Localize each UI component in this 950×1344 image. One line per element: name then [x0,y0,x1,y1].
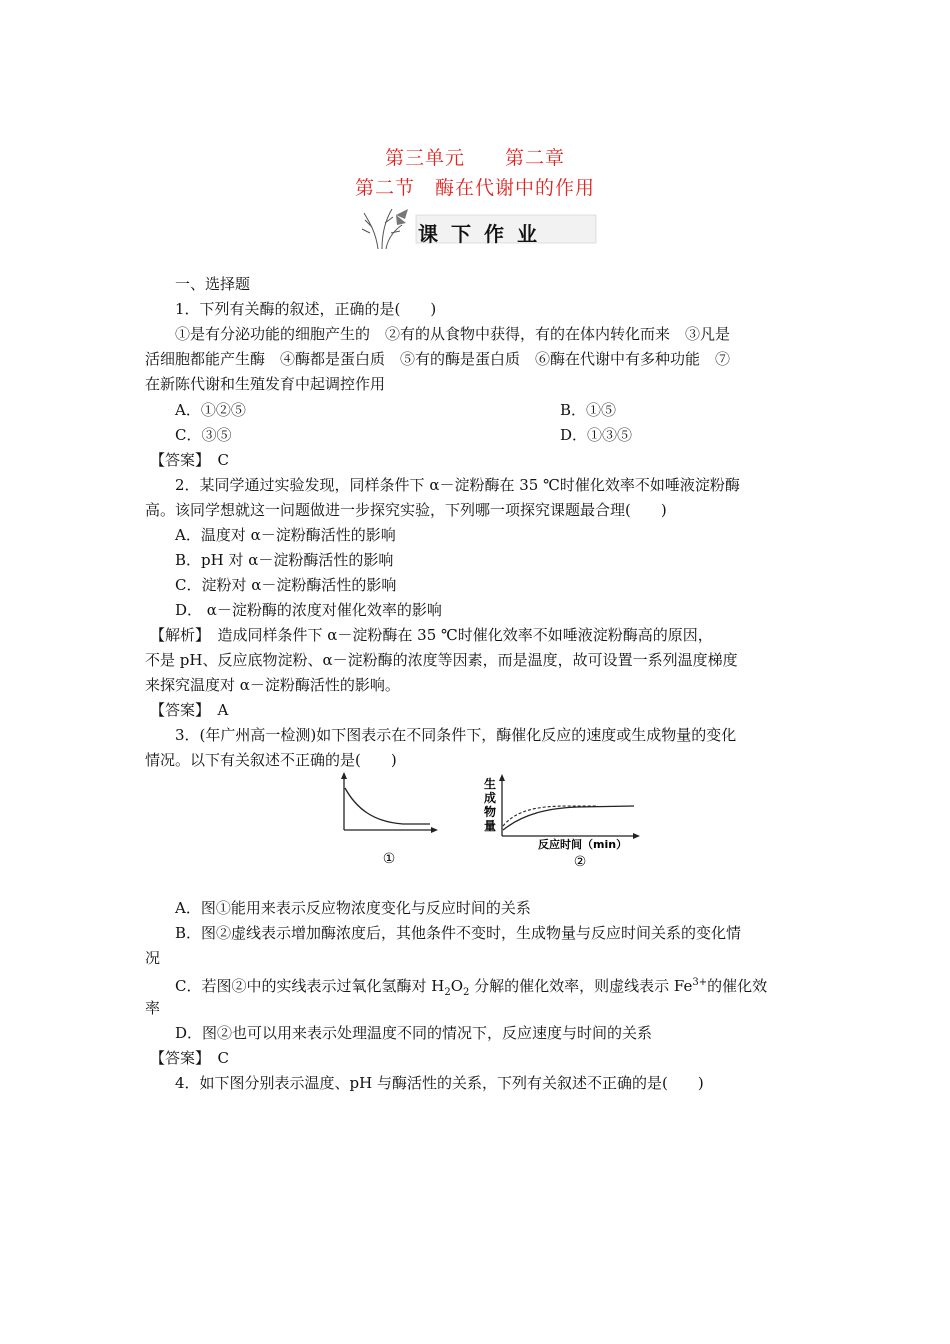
q2-analysis-line-3: 来探究温度对 α－淀粉酶活性的影响。 [145,676,400,694]
q2-option-b: B．pH 对 α－淀粉酶活性的影响 [175,551,394,569]
q3-figures [338,770,658,885]
q1-stem: 1．下列有关酶的叙述，正确的是( ) [175,300,437,318]
q1-option-c: C．③⑤ [175,426,232,444]
q3-option-c-text-b: O [450,977,464,995]
figure-2-xlabel: 反应时间（min） [538,838,628,851]
q3-option-c-text-d: 的催化效 [707,977,768,995]
q2-analysis-line-2: 不是 pH、反应底物淀粉、α－淀粉酶的浓度等因素，而是温度，故可设置一系列温度梯度 [145,651,738,669]
section-title: 第二节 酶在代谢中的作用 [354,177,595,199]
q3-option-d: D．图②也可以用来表示处理温度不同的情况下，反应速度与时间的关系 [175,1024,653,1042]
figure-1-caption: ① [382,851,396,867]
unit-chapter-title: 第三单元 第二章 [384,147,565,169]
q1-option-b: B．①⑤ [560,401,617,419]
section-heading: 一、选择题 [175,275,251,293]
ylabel-char-2: 成 [484,791,497,805]
q3-option-b-line-2: 况 [145,949,161,967]
ylabel-char-4: 量 [484,819,497,833]
q1-option-a: A．①②⑤ [175,401,246,419]
q1-answer: 【答案】 C [150,451,229,469]
figure-2-graph [499,774,640,839]
superscript-3plus: 3+ [692,977,708,988]
q1-body-line-3: 在新陈代谢和生殖发育中起调控作用 [145,375,386,393]
q1-body-line-1: ①是有分泌功能的细胞产生的 ②有的从食物中获得，有的在体内转化而来 ③凡是 [175,325,731,343]
dashed-curve [503,806,598,826]
q3-stem-line-2: 情况。以下有关叙述不正确的是( ) [145,751,397,769]
ylabel-char-3: 物 [484,805,497,819]
subscript-2: 2 [444,987,451,998]
q2-answer: 【答案】 A [150,701,229,719]
figure-2-ylabel [484,776,496,833]
q3-option-c-text-a: C．若图②中的实线表示过氧化氢酶对 H [175,977,445,995]
figure-2-caption: ② [573,854,587,870]
q1-option-d: D．①③⑤ [560,426,633,444]
q2-option-a: A．温度对 α－淀粉酶活性的影响 [175,526,396,544]
q3-option-b-line-1: B．图②虚线表示增加酶浓度后，其他条件不变时，生成物量与反应时间关系的变化情 [175,924,742,942]
q3-option-c-line-2: 率 [145,999,161,1017]
homework-banner-label: 课下作业 [418,222,550,246]
q3-stem-line-1: 3．(年广州高一检测)如下图表示在不同条件下，酶催化反应的速度或生成物量的变化 [175,726,737,744]
q2-analysis-line-1: 【解析】 造成同样条件下 α－淀粉酶在 35 ℃时催化效率不如唾液淀粉酶高的原因， [150,626,713,644]
q1-body-line-2: 活细胞都能产生酶 ④酶都是蛋白质 ⑤有的酶是蛋白质 ⑥酶在代谢中有多种功能 ⑦ [145,350,731,368]
q2-option-d: D． α－淀粉酶的浓度对催化效率的影响 [175,601,442,619]
q3-option-a: A．图①能用来表示反应物浓度变化与反应时间的关系 [175,899,531,917]
q3-option-c-text-c: 分解的催化效率，则虚线表示 Fe [469,977,693,995]
q4-stem: 4．如下图分别表示温度、pH 与酶活性的关系，下列有关叙述不正确的是( ) [175,1074,704,1092]
ylabel-char-1: 生 [484,777,497,791]
figure-1-graph [341,772,438,833]
subscript-2: 2 [463,987,470,998]
solid-curve [503,806,634,830]
q2-option-c: C．淀粉对 α－淀粉酶活性的影响 [175,576,397,594]
q2-stem-line-1: 2．某同学通过实验发现，同样条件下 α－淀粉酶在 35 ℃时催化效率不如唾液淀粉酶 [175,476,740,494]
q3-option-c-line-1 [175,973,767,1003]
q2-stem-line-2: 高。该同学想就这一问题做进一步探究实验，下列哪一项探究课题最合理( ) [145,501,667,519]
q3-answer: 【答案】 C [150,1049,229,1067]
